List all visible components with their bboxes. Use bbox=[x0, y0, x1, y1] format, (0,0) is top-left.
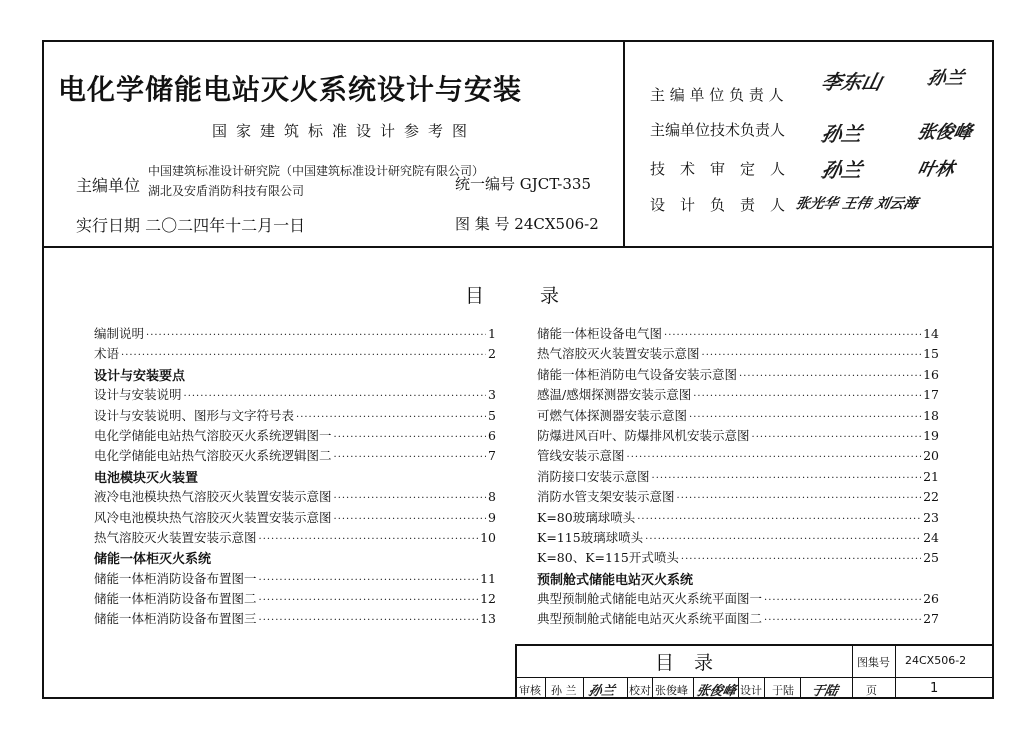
toc-entry[interactable] bbox=[94, 508, 496, 528]
title-block-left bbox=[515, 644, 517, 699]
toc-entry-title: 管线安装示意图 bbox=[537, 448, 625, 464]
toc-entry-title: 术语 bbox=[94, 346, 120, 362]
toc-entry[interactable] bbox=[94, 344, 496, 364]
toc-entry-title: 液冷电池模块热气溶胶灭火装置安装示意图 bbox=[94, 489, 332, 505]
effective-date: 实行日期 二〇二四年十二月一日 bbox=[76, 216, 306, 235]
toc-leader-dots bbox=[764, 615, 921, 626]
toc-entry-page: 3 bbox=[488, 387, 496, 403]
toc-entry[interactable] bbox=[537, 548, 939, 568]
toc-leader-dots bbox=[259, 615, 479, 626]
toc-leader-dots bbox=[121, 350, 486, 361]
toc-entry-page: 2 bbox=[488, 346, 496, 362]
review-label: 审核 bbox=[519, 684, 541, 697]
title-block-divider bbox=[800, 677, 801, 699]
signature: 张光华 王伟 刘云海 bbox=[794, 196, 920, 212]
toc-entry[interactable] bbox=[94, 487, 496, 507]
toc-entry[interactable] bbox=[537, 589, 939, 609]
unified-number: 统一编号 GJCT-335 bbox=[455, 175, 592, 193]
toc-leader-dots bbox=[681, 554, 921, 565]
toc-entry-page: 8 bbox=[488, 489, 496, 505]
toc-leader-dots bbox=[296, 412, 486, 423]
toc-entry[interactable] bbox=[537, 426, 939, 446]
toc-entry[interactable] bbox=[94, 528, 496, 548]
toc-section-heading: 电池模块灭火装置 bbox=[94, 470, 199, 486]
toc-entry-page: 25 bbox=[923, 550, 939, 566]
toc-entry-page: 9 bbox=[488, 509, 496, 525]
page-label: 页 bbox=[866, 684, 877, 697]
toc-entry-page: 24 bbox=[923, 529, 939, 545]
toc-entry-page: 6 bbox=[488, 427, 496, 443]
toc-entry-page: 17 bbox=[923, 387, 939, 403]
toc-entry-title: 感温/感烟探测器安装示意图 bbox=[537, 387, 692, 403]
toc-section-heading: 储能一体柜灭火系统 bbox=[94, 552, 212, 568]
toc-leader-dots bbox=[752, 432, 922, 443]
toc-entry[interactable] bbox=[94, 589, 496, 609]
toc-entry-title: K=80玻璃球喷头 bbox=[537, 509, 636, 525]
toc-entry[interactable] bbox=[537, 446, 939, 466]
toc-entry-title: 热气溶胶灭火装置安装示意图 bbox=[94, 529, 257, 545]
toc-entry-title: 风冷电池模块热气溶胶灭火装置安装示意图 bbox=[94, 509, 332, 525]
title-block-divider bbox=[652, 677, 653, 699]
toc-entry[interactable] bbox=[537, 508, 939, 528]
toc-entry-title: 储能一体柜消防设备布置图一 bbox=[94, 570, 257, 586]
check-label: 校对 bbox=[629, 684, 651, 697]
toc-entry[interactable] bbox=[94, 385, 496, 405]
toc-leader-dots bbox=[259, 575, 479, 586]
toc-entry[interactable] bbox=[94, 569, 496, 589]
editor-unit-2: 湖北及安盾消防科技有限公司 bbox=[148, 184, 305, 198]
page-number: 1 bbox=[930, 681, 939, 696]
toc-entry[interactable] bbox=[94, 324, 496, 344]
atlas-number-value: 24CX506-2 bbox=[905, 654, 967, 667]
title-block-divider bbox=[764, 677, 765, 699]
toc-leader-dots bbox=[259, 595, 479, 606]
toc-entry[interactable] bbox=[537, 528, 939, 548]
signature: 张俊峰 bbox=[694, 684, 738, 699]
signature: 孙兰 bbox=[819, 158, 865, 182]
toc-entry[interactable] bbox=[537, 609, 939, 629]
toc-entry-page: 21 bbox=[923, 468, 939, 484]
signature: 叶林 bbox=[915, 159, 956, 180]
toc-entry-page: 13 bbox=[480, 611, 496, 627]
toc-leader-dots bbox=[146, 330, 486, 341]
toc-entry-page: 12 bbox=[480, 591, 496, 607]
toc-leader-dots bbox=[664, 330, 921, 341]
atlas-subtitle: 国家建筑标准设计参考图 bbox=[212, 122, 477, 140]
toc-leader-dots bbox=[764, 595, 921, 606]
header-divider bbox=[42, 246, 994, 248]
toc-entry-title: 典型预制舱式储能电站灭火系统平面图二 bbox=[537, 611, 763, 627]
toc-entry[interactable] bbox=[94, 609, 496, 629]
toc-entry-page: 7 bbox=[488, 448, 496, 464]
signature: 孙兰 bbox=[819, 122, 865, 146]
resp-technical-reviewer: 技 术 审 定 人 bbox=[650, 160, 786, 178]
toc-leader-dots bbox=[627, 452, 922, 463]
toc-entry[interactable] bbox=[537, 487, 939, 507]
resp-chief-editor: 主 编 单 位 负 责 人 bbox=[650, 86, 784, 104]
header-vertical-divider bbox=[623, 40, 625, 248]
toc-entry-title: 储能一体柜消防设备布置图二 bbox=[94, 591, 257, 607]
toc-leader-dots bbox=[693, 391, 921, 402]
toc-entry-title: 电化学储能电站热气溶胶灭火系统逻辑图一 bbox=[94, 427, 332, 443]
designer-name: 于陆 bbox=[772, 684, 794, 697]
toc-entry-title: 储能一体柜消防设备布置图三 bbox=[94, 611, 257, 627]
toc-entry-title: 消防水管支架安装示意图 bbox=[537, 489, 675, 505]
toc-entry[interactable] bbox=[537, 365, 939, 385]
toc-entry-title: 防爆进风百叶、防爆排风机安装示意图 bbox=[537, 427, 750, 443]
toc-leader-dots bbox=[184, 391, 487, 402]
toc-section-heading: 预制舱式储能电站灭火系统 bbox=[537, 572, 694, 588]
toc-leader-dots bbox=[677, 493, 922, 504]
title-block-divider bbox=[627, 677, 628, 699]
toc-entry[interactable] bbox=[537, 406, 939, 426]
toc-heading: 目 录 bbox=[464, 285, 560, 307]
toc-right-column bbox=[537, 324, 939, 630]
toc-leader-dots bbox=[645, 534, 921, 545]
toc-entry-title: 储能一体柜消防电气设备安装示意图 bbox=[537, 366, 738, 382]
toc-entry-page: 19 bbox=[923, 427, 939, 443]
toc-entry-title: 消防接口安装示意图 bbox=[537, 468, 650, 484]
toc-leader-dots bbox=[334, 493, 487, 504]
toc-entry-title: K=115玻璃球喷头 bbox=[537, 529, 644, 545]
toc-leader-dots bbox=[702, 350, 922, 361]
editor-unit-1: 中国建筑标准设计研究院（中国建筑标准设计研究院有限公司） bbox=[148, 164, 485, 178]
toc-section-heading: 设计与安装要点 bbox=[94, 368, 186, 384]
resp-design-lead: 设 计 负 责 人 bbox=[650, 196, 786, 214]
toc-entry-title: 典型预制舱式储能电站灭火系统平面图一 bbox=[537, 591, 763, 607]
toc-entry-title: 可燃气体探测器安装示意图 bbox=[537, 407, 688, 423]
title-block-divider bbox=[852, 644, 853, 699]
title-block-divider bbox=[693, 677, 694, 699]
atlas-title: 电化学储能电站灭火系统设计与安装 bbox=[58, 73, 523, 106]
toc-leader-dots bbox=[652, 473, 922, 484]
toc-leader-dots bbox=[637, 514, 921, 525]
toc-leader-dots bbox=[259, 534, 479, 545]
toc-entry[interactable] bbox=[94, 406, 496, 426]
title-block-name: 目 录 bbox=[655, 652, 714, 674]
checker-name: 张俊峰 bbox=[655, 684, 688, 697]
title-block-divider bbox=[583, 677, 584, 699]
toc-entry-page: 1 bbox=[488, 326, 496, 341]
toc-entry[interactable] bbox=[537, 385, 939, 405]
design-label: 设计 bbox=[740, 684, 762, 697]
atlas-number: 图 集 号 24CX506-2 bbox=[455, 215, 599, 233]
toc-leader-dots bbox=[334, 514, 487, 525]
title-block-top bbox=[515, 644, 993, 646]
toc-leader-dots bbox=[739, 371, 921, 382]
toc-entry-title: 编制说明 bbox=[94, 326, 145, 341]
toc-entry-title: 储能一体柜设备电气图 bbox=[537, 326, 663, 341]
toc-entry-page: 26 bbox=[923, 591, 939, 607]
title-block-mid bbox=[515, 677, 993, 678]
signature: 张俊峰 bbox=[915, 122, 974, 143]
toc-entry-page: 15 bbox=[923, 346, 939, 362]
signature: 孙兰 bbox=[925, 68, 966, 89]
toc-left-column bbox=[94, 324, 496, 630]
toc-entry[interactable] bbox=[537, 344, 939, 364]
toc-entry-title: 热气溶胶灭火装置安装示意图 bbox=[537, 346, 700, 362]
signature: 于陆 bbox=[809, 684, 840, 699]
toc-entry-page: 18 bbox=[923, 407, 939, 423]
title-block-divider bbox=[545, 677, 546, 699]
toc-entry-page: 20 bbox=[923, 448, 939, 464]
toc-entry[interactable] bbox=[537, 467, 939, 487]
signature: 孙兰 bbox=[586, 684, 617, 699]
toc-entry-page: 16 bbox=[923, 366, 939, 382]
resp-technical-chief: 主编单位技术负责人 bbox=[650, 121, 786, 139]
toc-entry[interactable] bbox=[94, 426, 496, 446]
toc-leader-dots bbox=[689, 412, 921, 423]
toc-entry-page: 27 bbox=[923, 611, 939, 627]
toc-entry-title: 电化学储能电站热气溶胶灭火系统逻辑图二 bbox=[94, 448, 332, 464]
toc-entry-page: 5 bbox=[488, 407, 496, 423]
toc-entry-page: 14 bbox=[923, 326, 939, 341]
toc-entry-page: 22 bbox=[923, 489, 939, 505]
toc-entry-page: 10 bbox=[480, 529, 496, 545]
toc-leader-dots bbox=[334, 432, 487, 443]
title-block-divider bbox=[738, 677, 739, 699]
toc-entry-title: K=80、K=115开式喷头 bbox=[537, 550, 679, 566]
signature: 李东山 bbox=[819, 70, 885, 94]
toc-entry-page: 11 bbox=[480, 570, 496, 586]
toc-entry[interactable] bbox=[94, 446, 496, 466]
toc-entry-page: 23 bbox=[923, 509, 939, 525]
title-block-divider bbox=[895, 644, 896, 699]
toc-leader-dots bbox=[334, 452, 487, 463]
atlas-number-label: 图集号 bbox=[857, 656, 890, 669]
toc-entry-title: 设计与安装说明、图形与文字符号表 bbox=[94, 407, 295, 423]
toc-entry-title: 设计与安装说明 bbox=[94, 387, 182, 403]
toc-entry[interactable] bbox=[537, 324, 939, 344]
editor-label: 主编单位 bbox=[76, 176, 141, 195]
reviewer-name: 孙 兰 bbox=[551, 684, 577, 697]
